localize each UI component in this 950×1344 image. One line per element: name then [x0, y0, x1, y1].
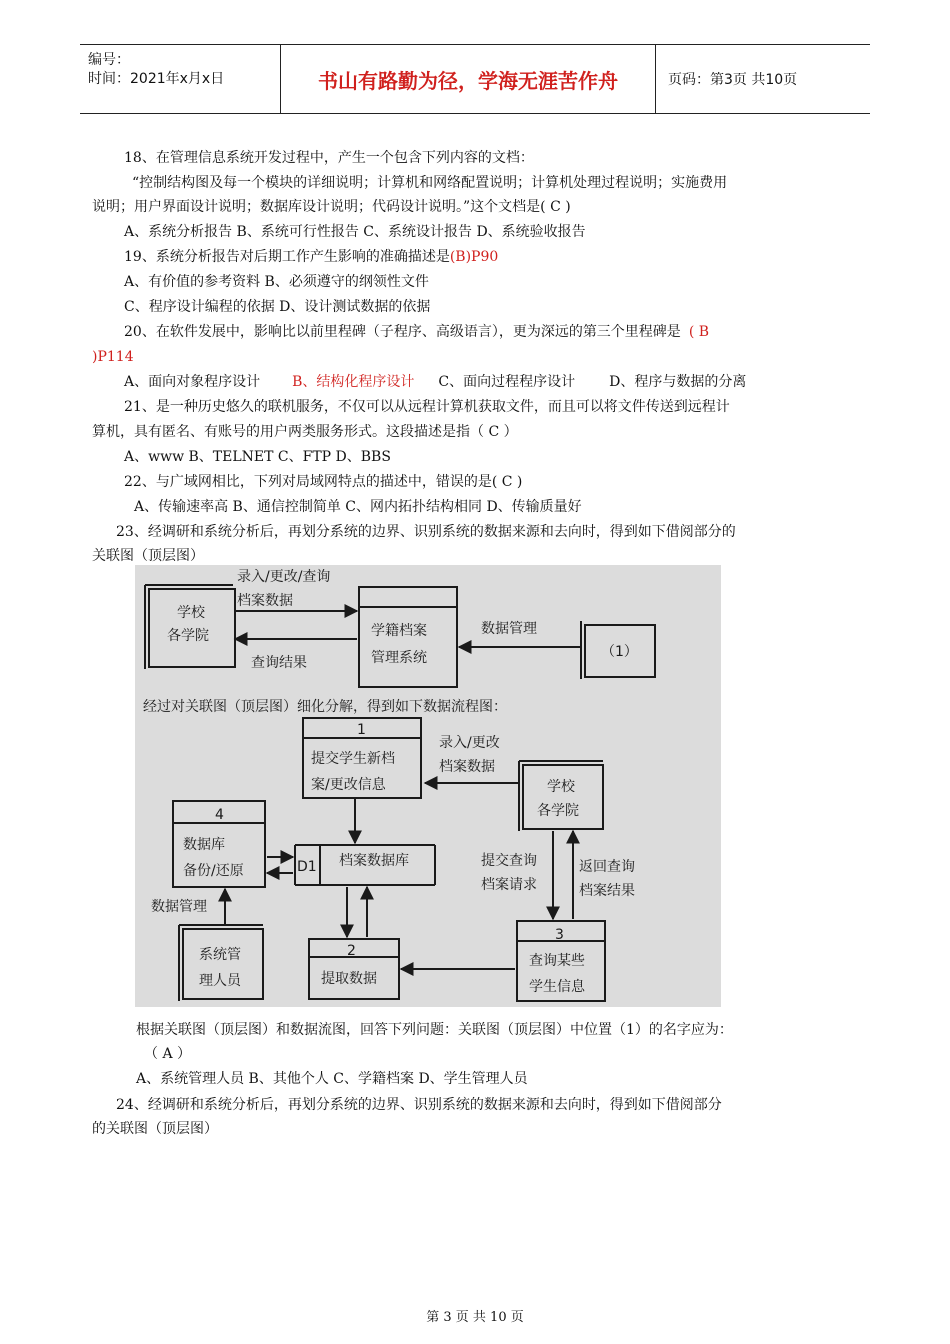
process-2-number: 2 — [347, 943, 356, 959]
question-20-options — [124, 372, 746, 392]
diagram-caption: 经过对关联图（顶层图）细化分解，得到如下数据流程图： — [143, 699, 507, 715]
flow-input-label: 录入/更改/查询 — [237, 569, 331, 585]
question-19 — [124, 247, 498, 267]
question-23-prompt: 根据关联图（顶层图）和数据流图，回答下列问题：关联图（顶层图）中位置（1）的名字应为： — [136, 1022, 733, 1038]
question-19-options: C、程序设计编程的依据 D、设计测试数据的依据 — [124, 299, 431, 315]
diagram-photo — [135, 565, 721, 1007]
school-2-label: 学校 — [547, 779, 575, 795]
process-1-number: 1 — [357, 722, 366, 738]
answer-20-page: )P114 — [92, 349, 134, 365]
question-19-options: A、有价值的参考资料 B、必须遵守的纲领性文件 — [124, 274, 429, 290]
process-4-number: 4 — [215, 807, 224, 823]
header-meta — [88, 51, 224, 89]
query-request-label: 档案请求 — [481, 877, 537, 893]
question-21-text: 算机，具有匿名、有账号的用户两类服务形式。这段描述是指（ C ） — [92, 424, 518, 440]
question-23-answer: （ A ） — [144, 1046, 192, 1062]
data-store-id: D1 — [297, 859, 317, 875]
question-21-options: A、www B、TELNET C、FTP D、BBS — [124, 449, 391, 465]
page-header — [80, 44, 870, 114]
process-1-label: 案/更改信息 — [311, 777, 386, 793]
process-3-label: 查询某些 — [529, 953, 585, 969]
question-23-text: 关联图（顶层图） — [92, 548, 204, 564]
flow-entry-label: 档案数据 — [439, 759, 495, 775]
question-22-options: A、传输速率高 B、通信控制简单 C、网内拓扑结构相同 D、传输质量好 — [134, 499, 582, 515]
process-4-label: 数据库 — [183, 837, 225, 853]
date-label: 时间：2021年x月x日 — [88, 71, 225, 87]
header-divider — [655, 45, 656, 113]
flow-entry-label: 录入/更改 — [439, 735, 500, 751]
data-flow-diagram — [135, 565, 721, 1007]
question-18-options: A、系统分析报告 B、系统可行性报告 C、系统设计报告 D、系统验收报告 — [124, 224, 586, 240]
question-20-text: 20、在软件发展中，影响比以前里程碑（子程序、高级语言），更为深远的第三个里程碑是 — [124, 324, 681, 340]
answer-20: ( B — [688, 324, 710, 340]
school-label: 各学院 — [167, 628, 209, 644]
query-result-label: 返回查询 — [579, 859, 635, 875]
school-2-box — [523, 765, 603, 829]
query-request-label: 提交查询 — [481, 853, 537, 869]
question-21: 21、是一种历史悠久的联机服务，不仅可以从远程计算机获取文件，而且可以将文件传送到远程计 — [124, 399, 730, 415]
data-management-label: 数据管理 — [481, 621, 537, 637]
process-1-label: 提交学生新档 — [311, 751, 395, 767]
process-4-label: 备份/还原 — [183, 863, 244, 879]
option-b: B、结构化程序设计 — [292, 374, 415, 390]
process-3-label: 学生信息 — [529, 979, 585, 995]
position-1-label: （1） — [601, 644, 638, 660]
option-a: A、面向对象程序设计 — [124, 374, 261, 390]
question-18-text: 说明；用户界面设计说明；数据库设计说明；代码设计说明。”这个文档是( C ) — [92, 199, 571, 215]
data-store-label: 档案数据库 — [339, 853, 409, 869]
center-system-label: 学籍档案 — [371, 623, 427, 639]
data-management-2-label: 数据管理 — [151, 899, 207, 915]
school-2-label: 各学院 — [537, 803, 579, 819]
question-20 — [124, 322, 709, 342]
query-result-label: 档案结果 — [579, 883, 635, 899]
process-2-label: 提取数据 — [321, 971, 377, 987]
center-system-label: 管理系统 — [371, 650, 427, 666]
answer-19: (B)P90 — [449, 249, 499, 265]
process-3-number: 3 — [555, 927, 564, 943]
school-label: 学校 — [177, 605, 205, 621]
question-23: 23、经调研和系统分析后，再划分系统的边界、识别系统的数据来源和去向时，得到如下借阅部分的 — [116, 524, 736, 540]
header-page-label: 页码：第3页 共10页 — [668, 72, 798, 88]
admin-label: 系统管 — [199, 947, 241, 963]
serial-label: 编号： — [88, 52, 130, 68]
question-18: 18、在管理信息系统开发过程中，产生一个包含下列内容的文档： — [124, 150, 534, 166]
question-24: 24、经调研和系统分析后，再划分系统的边界、识别系统的数据来源和去向时，得到如下借阅部分 — [116, 1097, 722, 1113]
admin-label: 理人员 — [199, 973, 241, 989]
question-18-text: “控制结构图及每一个模块的详细说明；计算机和网络配置说明；计算机处理过程说明；实施费用 — [132, 175, 728, 191]
header-motto: 书山有路勤为径，学海无涯苦作舟 — [318, 68, 618, 93]
question-22: 22、与广域网相比，下列对局域网特点的描述中，错误的是( C ) — [124, 474, 523, 490]
question-23-options: A、系统管理人员 B、其他个人 C、学籍档案 D、学生管理人员 — [136, 1071, 528, 1087]
option-d: D、程序与数据的分离 — [609, 374, 747, 390]
page-footer: 第 3 页 共 10 页 — [426, 1310, 524, 1325]
flow-result-label: 查询结果 — [251, 655, 307, 671]
flow-input-label: 档案数据 — [237, 593, 293, 609]
question-24-text: 的关联图（顶层图） — [92, 1121, 218, 1137]
option-c: C、面向过程程序设计 — [438, 374, 576, 390]
question-19-text: 19、系统分析报告对后期工作产生影响的准确描述是 — [124, 249, 450, 265]
